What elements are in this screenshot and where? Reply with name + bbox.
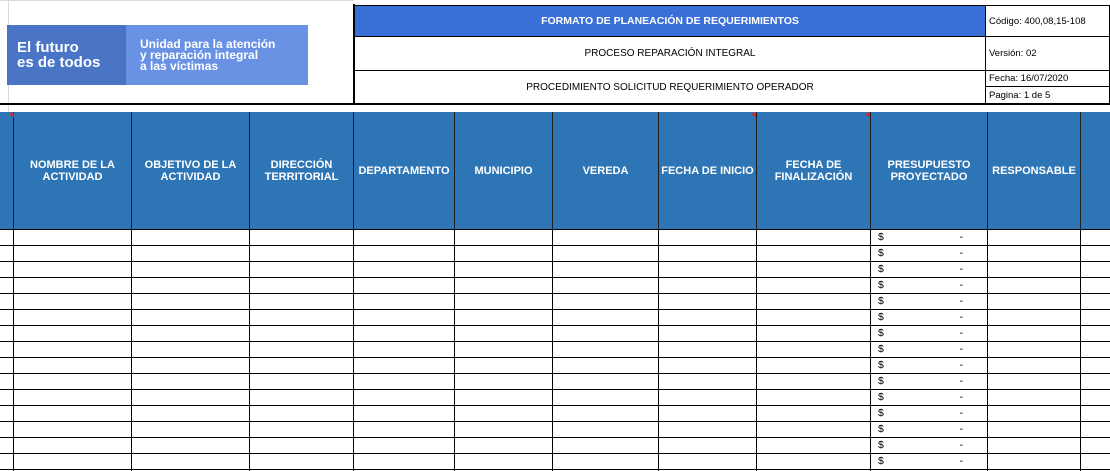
- presupuesto-cell[interactable]: [871, 342, 987, 357]
- column-header-label: RESPONSABLE: [992, 164, 1076, 177]
- presupuesto-value: -: [959, 279, 963, 291]
- column-header-responsable[interactable]: [988, 112, 1081, 229]
- version-text: Versión: 02: [989, 48, 1037, 59]
- presupuesto-cell[interactable]: [871, 422, 987, 437]
- format-title: FORMATO DE PLANEACIÓN DE REQUERIMIENTOS: [541, 15, 799, 27]
- grid-column-line: [13, 229, 14, 471]
- presupuesto-value: -: [959, 311, 963, 323]
- grid-column-line: [552, 229, 553, 471]
- logo-text-line: es de todos: [17, 54, 101, 71]
- logo-left-panel: [7, 25, 126, 85]
- codigo-text: Código: 400,08,15-108: [989, 15, 1086, 27]
- presupuesto-value: -: [959, 327, 963, 339]
- grid-column-line: [987, 229, 988, 471]
- presupuesto-cell[interactable]: [871, 406, 987, 421]
- currency-symbol: $: [878, 375, 884, 387]
- currency-symbol: $: [878, 439, 884, 451]
- currency-symbol: $: [878, 407, 884, 419]
- column-header-departamento[interactable]: [354, 112, 455, 229]
- presupuesto-value: -: [959, 375, 963, 387]
- presupuesto-value: -: [959, 343, 963, 355]
- currency-symbol: $: [878, 455, 884, 467]
- presupuesto-cell[interactable]: [871, 454, 987, 469]
- column-header-blank[interactable]: [1081, 112, 1110, 229]
- proceso-cell[interactable]: [354, 36, 986, 71]
- column-header-fecha-finalizacion[interactable]: [757, 112, 871, 229]
- currency-symbol: $: [878, 279, 884, 291]
- logo-text-line: y reparación integral: [140, 47, 259, 62]
- presupuesto-value: -: [959, 231, 963, 243]
- fecha-cell[interactable]: [985, 70, 1110, 87]
- column-header-municipio[interactable]: [455, 112, 553, 229]
- logo-text-line: Unidad para la atención: [140, 36, 276, 51]
- column-header-nombre[interactable]: [14, 112, 132, 229]
- currency-symbol: $: [878, 247, 884, 259]
- column-header-label: VEREDA: [582, 164, 629, 177]
- currency-symbol: $: [878, 343, 884, 355]
- presupuesto-value: -: [959, 423, 963, 435]
- presupuesto-value: -: [959, 439, 963, 451]
- presupuesto-value: -: [959, 247, 963, 259]
- comment-indicator-icon[interactable]: [9, 113, 14, 118]
- procedimiento-cell[interactable]: [354, 70, 986, 104]
- pagina-cell[interactable]: [985, 86, 1110, 104]
- column-header-label: FECHA DE FINALIZACIÓN: [774, 158, 853, 183]
- presupuesto-cell[interactable]: [871, 390, 987, 405]
- column-header-label: NOMBRE DE LA ACTIVIDAD: [30, 158, 115, 183]
- presupuesto-cell[interactable]: [871, 262, 987, 277]
- logo-right-panel: [126, 25, 308, 85]
- column-header-objetivo[interactable]: [132, 112, 250, 229]
- proceso-text: PROCESO REPARACIÓN INTEGRAL: [584, 48, 756, 59]
- presupuesto-cell[interactable]: [871, 230, 987, 245]
- grid-column-line: [249, 229, 250, 471]
- currency-symbol: $: [878, 311, 884, 323]
- comment-indicator-icon[interactable]: [751, 113, 756, 118]
- unidad-victimas-logo: [7, 25, 308, 85]
- presupuesto-value: -: [959, 391, 963, 403]
- presupuesto-cell[interactable]: [871, 246, 987, 261]
- column-header-direccion[interactable]: [250, 112, 354, 229]
- grid-column-line: [1080, 229, 1081, 471]
- presupuesto-cell[interactable]: [871, 374, 987, 389]
- column-header-vereda[interactable]: [553, 112, 659, 229]
- codigo-cell[interactable]: [985, 5, 1110, 37]
- grid-column-line: [756, 229, 757, 471]
- presupuesto-value: -: [959, 455, 963, 467]
- grid-column-line: [658, 229, 659, 471]
- column-header-label: MUNICIPIO: [474, 164, 533, 177]
- currency-symbol: $: [878, 231, 884, 243]
- currency-symbol: $: [878, 423, 884, 435]
- column-header-label: DEPARTAMENTO: [358, 164, 450, 177]
- procedimiento-text: PROCEDIMIENTO SOLICITUD REQUERIMIENTO OPERADOR: [526, 81, 814, 93]
- presupuesto-cell[interactable]: [871, 358, 987, 373]
- format-title-cell[interactable]: [354, 5, 986, 37]
- version-cell[interactable]: [985, 36, 1110, 71]
- logo-text-line: El futuro: [17, 39, 79, 56]
- column-header-label: FECHA DE INICIO: [661, 164, 754, 177]
- column-header-blank[interactable]: [0, 112, 14, 229]
- column-header-label: PRESUPUESTO PROYECTADO: [887, 158, 971, 183]
- column-header-label: OBJETIVO DE LA ACTIVIDAD: [144, 158, 237, 183]
- table-row-line: [0, 469, 1110, 470]
- currency-symbol: $: [878, 263, 884, 275]
- column-header-label: DIRECCIÓN TERRITORIAL: [264, 158, 339, 183]
- presupuesto-value: -: [959, 263, 963, 275]
- grid-column-line: [454, 229, 455, 471]
- presupuesto-cell[interactable]: [871, 438, 987, 453]
- logo-text-line: a las víctimas: [140, 58, 219, 73]
- currency-symbol: $: [878, 359, 884, 371]
- pagina-text: Pagina: 1 de 5: [989, 89, 1051, 101]
- presupuesto-cell[interactable]: [871, 294, 987, 309]
- presupuesto-cell[interactable]: [871, 326, 987, 341]
- presupuesto-value: -: [959, 295, 963, 307]
- column-header-presupuesto[interactable]: [871, 112, 988, 229]
- grid-column-line: [353, 229, 354, 471]
- presupuesto-cell[interactable]: [871, 278, 987, 293]
- currency-symbol: $: [878, 327, 884, 339]
- presupuesto-cell[interactable]: [871, 310, 987, 325]
- column-header-fecha-inicio[interactable]: [659, 112, 757, 229]
- fecha-text: Fecha: 16/07/2020: [989, 73, 1069, 84]
- grid-column-line: [131, 229, 132, 471]
- presupuesto-value: -: [959, 359, 963, 371]
- comment-indicator-icon[interactable]: [865, 113, 870, 118]
- currency-symbol: $: [878, 295, 884, 307]
- gridline: [0, 0, 354, 1]
- currency-symbol: $: [878, 391, 884, 403]
- presupuesto-value: -: [959, 407, 963, 419]
